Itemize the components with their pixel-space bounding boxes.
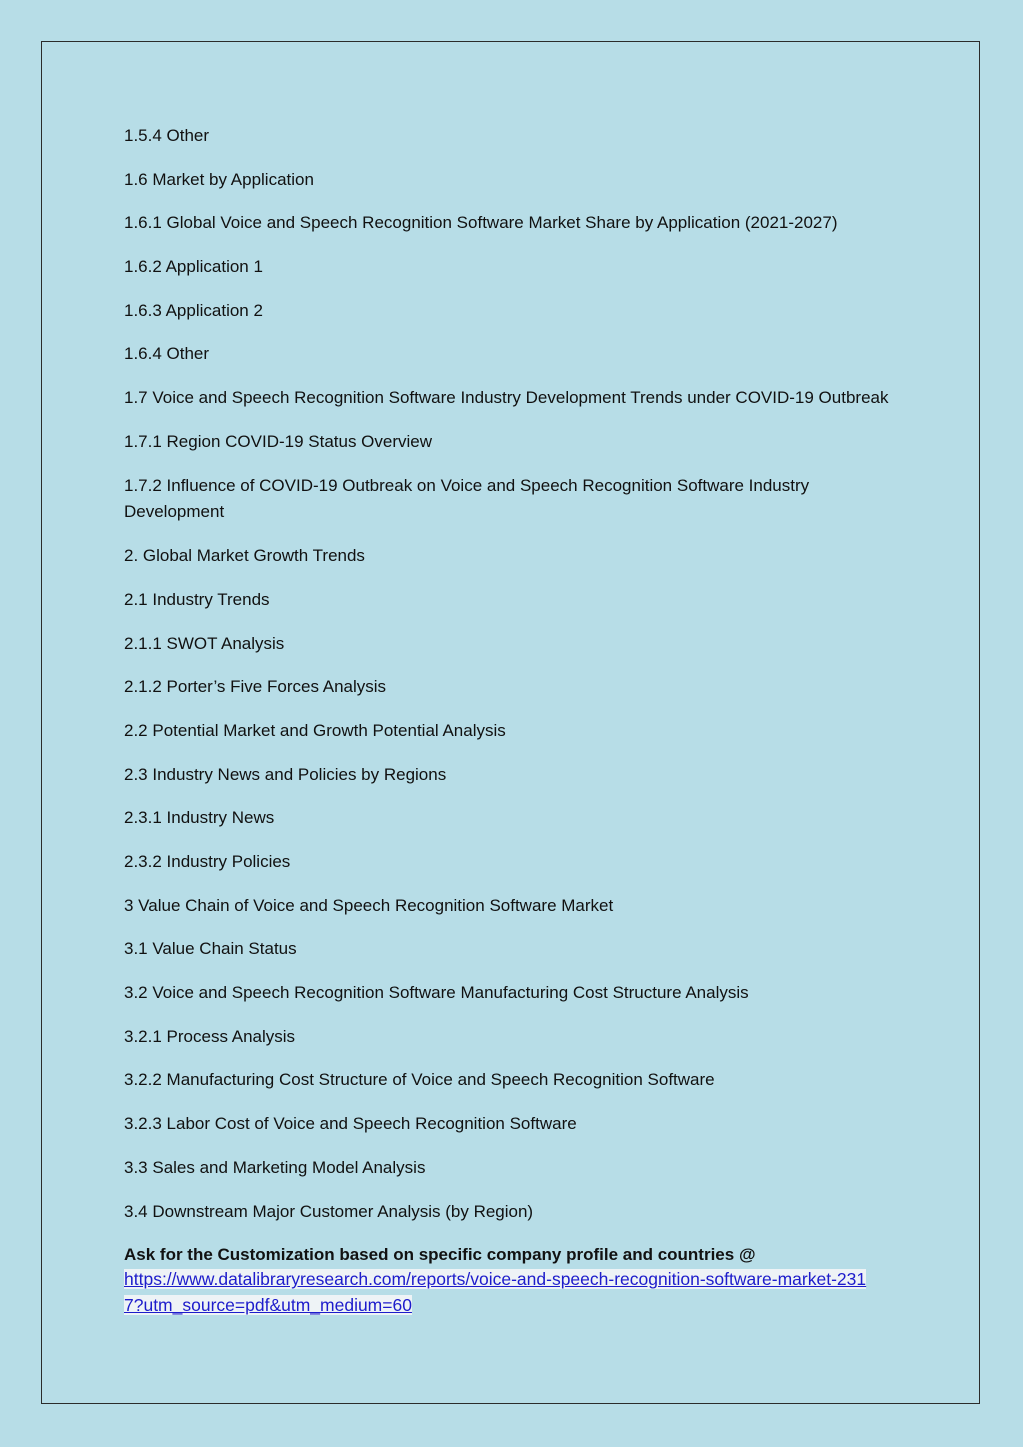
toc-item: 2.3 Industry News and Policies by Regions	[124, 764, 447, 784]
toc-item: 1.6.3 Application 2	[124, 300, 263, 320]
toc-item: 1.6.4 Other	[124, 344, 210, 364]
toc-item: 1.7.1 Region COVID-19 Status Overview	[124, 431, 433, 451]
toc-item: 1.5.4 Other	[124, 126, 210, 145]
table-of-contents	[124, 123, 904, 1319]
toc-item: 3.1 Value Chain Status	[124, 939, 297, 959]
toc-item: 3.2.3 Labor Cost of Voice and Speech Recognition Software	[124, 1114, 577, 1134]
toc-item: 1.7.2 Influence of COVID-19 Outbreak on Voice and Speech Recognition Software Industry Development	[124, 475, 810, 521]
toc-item: 3.3 Sales and Marketing Model Analysis	[124, 1157, 426, 1177]
toc-item: 1.7 Voice and Speech Recognition Software Industry Development Trends under COVID-19 Outbreak	[124, 388, 889, 408]
toc-item: 2.2 Potential Market and Growth Potential Analysis	[124, 720, 506, 740]
toc-item: 1.6 Market by Application	[124, 169, 314, 189]
toc-item: 3.4 Downstream Major Customer Analysis (by Region)	[124, 1201, 534, 1221]
customization-link[interactable]: https://www.datalibraryresearch.com/reports/voice-and-speech-recognition-software-market-2317?utm_source=pdf&utm_medium=60	[124, 1269, 867, 1316]
toc-item: 2.1 Industry Trends	[124, 589, 270, 609]
customization-cta-text: Ask for the Customization based on specific company profile and countries @	[124, 1245, 756, 1265]
toc-item: 3.2.2 Manufacturing Cost Structure of Voice and Speech Recognition Software	[124, 1070, 715, 1090]
toc-item: 1.6.2 Application 1	[124, 257, 263, 277]
toc-item: 3.2.1 Process Analysis	[124, 1026, 296, 1046]
toc-item: 2.1.2 Porter’s Five Forces Analysis	[124, 677, 387, 697]
customization-link-container	[124, 1267, 884, 1319]
toc-item: 3.2 Voice and Speech Recognition Software Manufacturing Cost Structure Analysis	[124, 983, 749, 1003]
toc-item: 3 Value Chain of Voice and Speech Recognition Software Market	[124, 895, 614, 915]
toc-item: 2.3.2 Industry Policies	[124, 852, 291, 871]
toc-item: 2.1.1 SWOT Analysis	[124, 633, 285, 653]
toc-item: 2. Global Market Growth Trends	[124, 546, 365, 566]
toc-item: 2.3.1 Industry News	[124, 808, 275, 828]
toc-item: 1.6.1 Global Voice and Speech Recognition Software Market Share by Application (2021-2027)	[124, 213, 838, 233]
